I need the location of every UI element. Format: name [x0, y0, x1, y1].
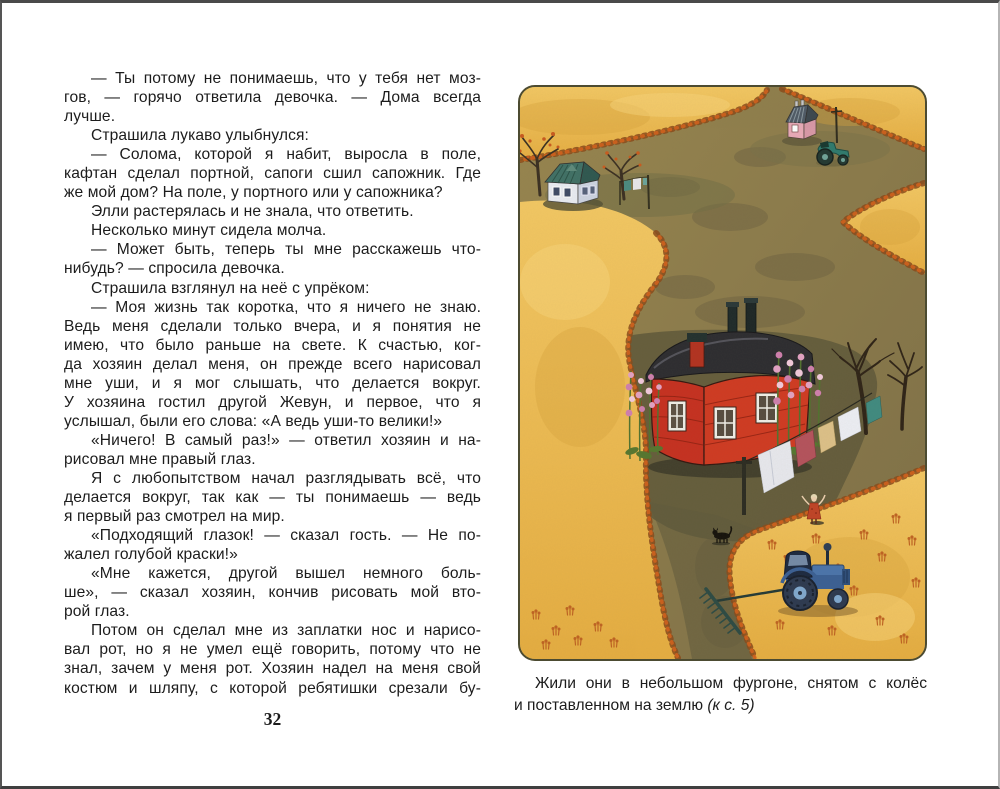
text-line: я первый раз смотрел на мир.	[64, 508, 285, 526]
text-line: имею, что было раньше на свете. К счастью, ког-	[64, 336, 481, 354]
text-line: делается вокруг, так как — ты понимаешь — ведь	[64, 489, 481, 507]
text-line: да хозяин делал меня, он прежде всего нарисовал	[64, 355, 481, 373]
caption-page-reference: (к с. 5)	[707, 696, 755, 714]
text-line: — Ты потому не понимаешь, что у тебя нет моз-	[91, 70, 481, 87]
text-line: знал, зачем у меня рот. Хозяин надел на меня свой	[64, 660, 481, 678]
page-number: 32	[263, 709, 282, 729]
text-line: жалел голубой краски!»	[64, 546, 238, 564]
text-line: Страшила взглянул на неё с упрёком:	[91, 279, 370, 297]
text-line: же мой дом? На поле, у портного или у сапожника?	[64, 184, 443, 202]
illustration-frame	[518, 85, 927, 661]
text-line: костюм и шляпу, с которой ребятишки срезали бу-	[64, 679, 481, 697]
caption-text: и поставленном на землю	[514, 696, 708, 714]
text-line: Несколько минут сидела молча.	[91, 222, 327, 240]
text-line: кафтан сделал портной, сапоги сшил сапожник. Где	[64, 165, 481, 183]
text-line: Ведь меня сделали только вчера, и я понятия не	[64, 317, 481, 335]
text-line: «Мне кажется, другой вышел немного боль-	[91, 565, 481, 583]
text-line: Страшила лукаво улыбнулся:	[91, 127, 309, 145]
text-line: вал рот, но я не умел ещё говорить, потому что не	[64, 641, 481, 659]
text-line: «Ничего! В самый раз!» — ответил хозяин и на-	[91, 431, 481, 449]
text-line: рой глаз.	[64, 603, 130, 621]
text-line: Я с любопытством начал разглядывать всё, что	[91, 469, 481, 487]
text-line: Потом он сделал мне из заплатки нос и нарисо-	[91, 622, 481, 640]
left-page-text	[64, 69, 481, 698]
paint-texture	[520, 87, 925, 659]
text-line: Элли растерялась и не знала, что ответить.	[91, 203, 414, 221]
text-line: услышал, были его слова: «А ведь уши-то велики!»	[64, 412, 443, 430]
text-line: «Подходящий глазок! — сказал гость. — Не по-	[91, 527, 481, 545]
text-line: — Моя жизнь так коротка, что я ничего не знаю.	[91, 298, 481, 316]
text-line: лучше.	[64, 108, 116, 126]
illustration-art	[520, 87, 925, 659]
caption-line-1: Жили они в небольшом фургоне, снятом с колёс	[535, 675, 927, 692]
text-line: ше», — сказал хозяин, кончив рисовать мой вто-	[64, 584, 481, 602]
text-line: — Солома, которой я набит, выросла в поле,	[91, 146, 481, 164]
text-line: нибудь? — спросила девочка.	[64, 260, 285, 278]
text-line: гов, — горячо ответила девочка. — Дома всегда	[64, 89, 481, 107]
text-line: мне уши, и я мог слышать, что делается вокруг.	[64, 374, 481, 392]
text-line: — Может быть, теперь ты мне расскажешь что-	[91, 241, 481, 259]
caption-line-2	[514, 695, 927, 717]
text-line: У хозяина гостил другой Жевун, и первое, что я	[64, 393, 481, 411]
illustration-caption	[514, 673, 927, 716]
text-line: рисовал мне правый глаз.	[64, 450, 256, 468]
